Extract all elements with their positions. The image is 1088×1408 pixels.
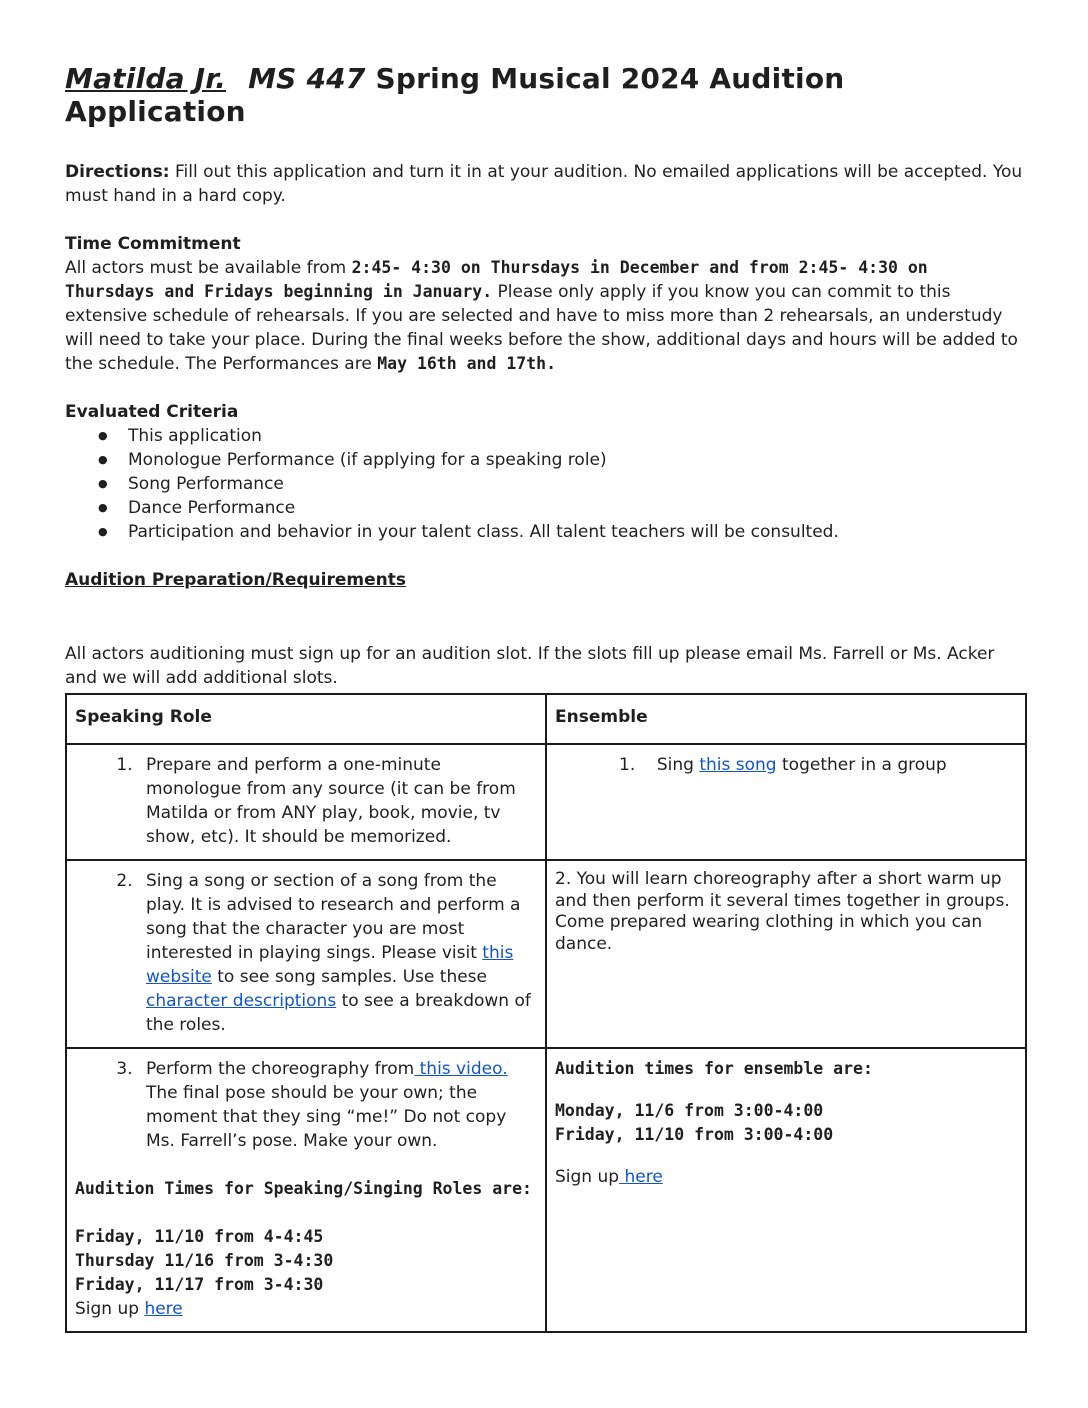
criteria-item: ● Monologue Performance (if applying for a speaking role) <box>128 448 1027 472</box>
speaking-times <box>75 1177 537 1321</box>
ensemble-cell-3 <box>546 1048 1026 1332</box>
ensemble-time-slot: Monday, 11/6 from 3:00-4:00 <box>555 1101 824 1120</box>
table-row <box>66 1048 1026 1332</box>
ensemble-cell-2 <box>546 860 1026 1048</box>
speaking-time-slot: Friday, 11/10 from 4-4:45 <box>75 1227 324 1246</box>
ensemble-item-text: Sing <box>656 755 700 775</box>
time-bold-1: 2:45- 4:30 on Thursdays in December and from 2:45- 4:30 on Thursdays and Fridays beginning in January. <box>65 258 928 301</box>
this-website-link[interactable]: this website <box>146 943 514 987</box>
prep-paragraph: All actors auditioning must sign up for an audition slot. If the slots fill up please email Ms. Farrell or Ms. Acker and we will add additional slots. <box>65 644 995 688</box>
criteria-item: ● Dance Performance <box>128 496 1027 520</box>
speaking-item-3 <box>138 1057 537 1153</box>
document-page <box>65 62 1027 690</box>
criteria-item: ● Song Performance <box>128 472 1027 496</box>
speaking-cell-2 <box>66 860 546 1048</box>
this-song-link[interactable]: this song <box>699 755 777 775</box>
spacer <box>555 1147 1017 1165</box>
ensemble-item-2: 2. You will learn choreography after a short warm up and then perform it several times together in groups. Come prepared wearing clothing in which you can dance. <box>555 869 1010 954</box>
speaking-signup-link[interactable]: here <box>144 1299 183 1319</box>
speaking-list <box>75 869 537 1037</box>
time-commitment-heading: Time Commitment <box>65 234 241 254</box>
school-code: MS 447 <box>248 62 366 95</box>
ensemble-item-1 <box>555 753 1017 777</box>
spacer <box>75 1201 537 1225</box>
audition-table <box>65 693 1027 1333</box>
speaking-time-slot: Friday, 11/17 from 3-4:30 <box>75 1275 324 1294</box>
speaking-cell-1 <box>66 744 546 860</box>
table-row <box>66 744 1026 860</box>
ensemble-signup <box>555 1165 1017 1189</box>
time-text-1: All actors must be available from <box>65 258 352 278</box>
speaking-item-2 <box>138 869 537 1037</box>
ensemble-header: Ensemble <box>546 694 1026 744</box>
table-header-row <box>66 694 1026 744</box>
speaking-list <box>75 1057 537 1153</box>
spacer <box>555 1081 1017 1099</box>
ensemble-times <box>555 1057 1017 1189</box>
prep-heading: Audition Preparation/Requirements <box>65 570 406 590</box>
signup-text: Sign up <box>555 1167 620 1187</box>
speaking-time-slot: Thursday 11/16 from 3-4:30 <box>75 1251 334 1270</box>
ensemble-times-heading: Audition times for ensemble are: <box>555 1059 873 1078</box>
signup-text: Sign up <box>75 1299 145 1319</box>
speaking-role-header: Speaking Role <box>66 694 546 744</box>
item2-text-c: to see a breakdown of the roles. <box>146 991 531 1035</box>
directions-label: Directions: <box>65 162 170 182</box>
criteria-heading: Evaluated Criteria <box>65 402 239 422</box>
ensemble-time-slot: Friday, 11/10 from 3:00-4:00 <box>555 1125 834 1144</box>
item3-text-a: Perform the choreography from <box>146 1059 415 1079</box>
table-row <box>66 860 1026 1048</box>
character-descriptions-link[interactable]: character descriptions <box>146 991 337 1011</box>
speaking-cell-3 <box>66 1048 546 1332</box>
speaking-signup <box>75 1297 537 1321</box>
ensemble-item-text-end: together in a group <box>776 755 947 775</box>
time-text-2: Please only apply if you know you can commit to this extensive schedule of rehearsals. If you are selected and have to miss more than 2 rehearsals, an understudy will need to take your place. During the final weeks before the show, additional days and hours will be added to the schedule. The Performances are <box>65 282 1018 374</box>
title-rest: Spring Musical 2024 Audition Application <box>65 62 845 128</box>
criteria-item: ● This application <box>128 424 1027 448</box>
item2-text-b: to see song samples. Use these <box>211 967 487 987</box>
criteria-item: ● Participation and behavior in your talent class. All talent teachers will be consulted. <box>128 520 1027 544</box>
ensemble-cell-1 <box>546 744 1026 860</box>
item3-text-b: The final pose should be your own; the moment that they sing “me!” Do not copy Ms. Farrell’s pose. Make your own. <box>146 1083 507 1151</box>
speaking-times-heading: Audition Times for Speaking/Singing Roles are: <box>75 1179 532 1198</box>
speaking-list <box>75 753 537 849</box>
time-commitment-paragraph <box>65 256 1027 376</box>
show-title: Matilda Jr. <box>65 62 227 95</box>
page-title <box>65 62 1027 128</box>
performance-dates: May 16th and 17th. <box>377 354 557 373</box>
directions-paragraph <box>65 160 1027 208</box>
criteria-list <box>65 424 1027 544</box>
ensemble-item-number: 1. <box>619 755 636 775</box>
item2-text-a: Sing a song or section of a song from the play. It is advised to research and perform a song that the character you are most interested in playing sings. Please visit <box>146 871 521 963</box>
directions-text: Fill out this application and turn it in at your audition. No emailed applications will be accepted. You must hand in a hard copy. <box>65 162 1023 206</box>
this-video-link[interactable]: this video. <box>414 1059 508 1079</box>
speaking-item-1: 1. Prepare and perform a one-minute monologue from any source (it can be from Matilda or from ANY play, book, movie, tv show, etc). It should be memorized. <box>138 753 537 849</box>
ensemble-signup-link[interactable]: here <box>619 1167 663 1187</box>
